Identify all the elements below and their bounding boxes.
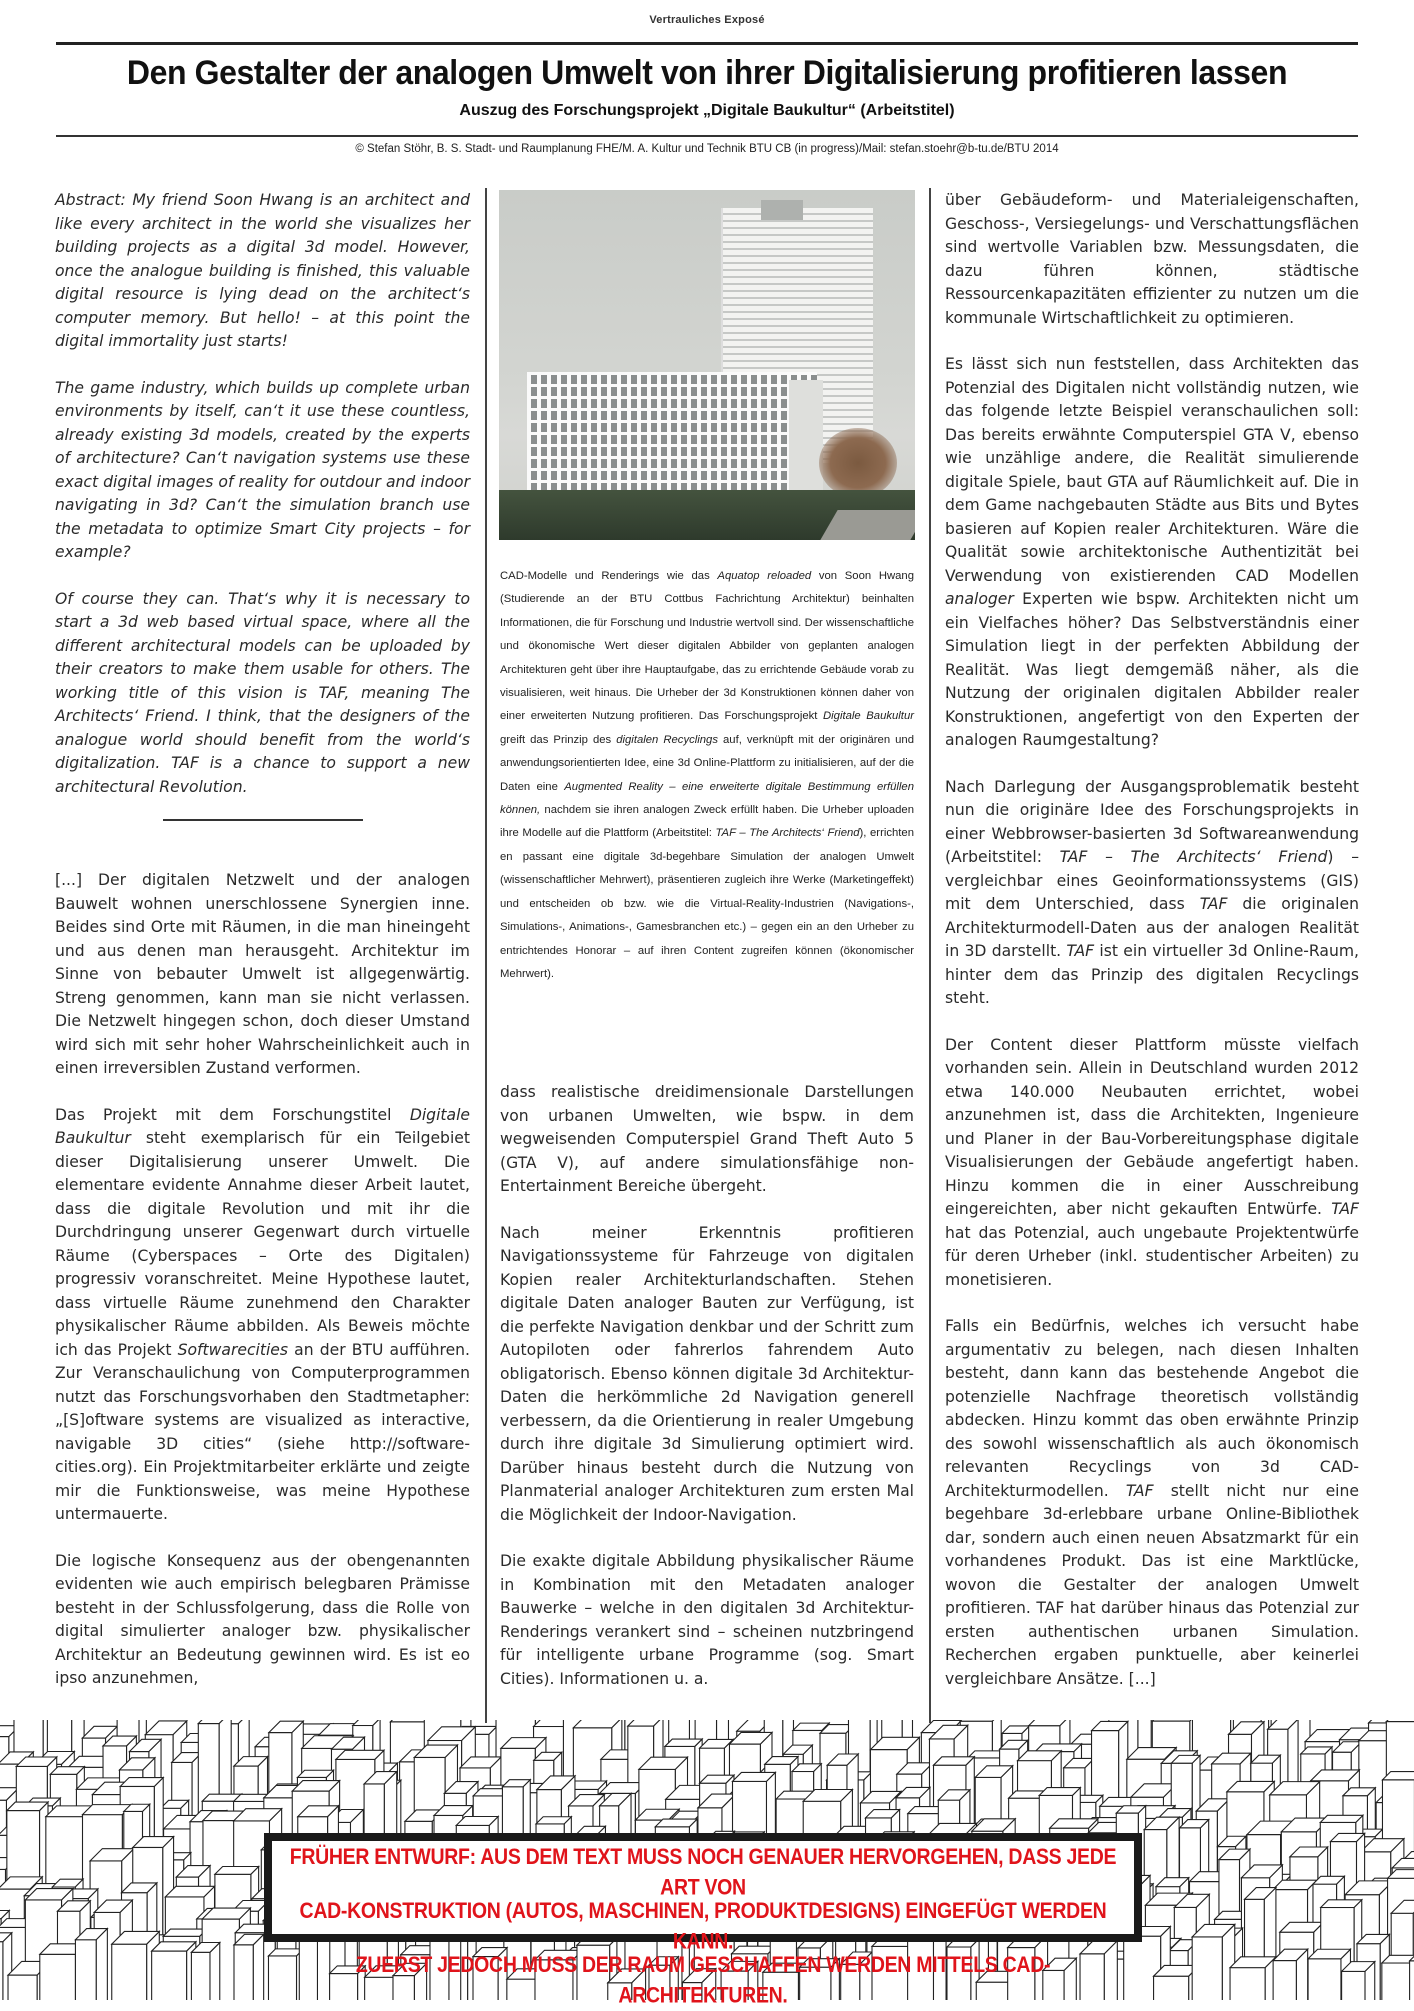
header-rule-top [56,42,1358,45]
tower-crown-shape [761,200,803,220]
body-paragraph: über Gebäudeform- und Materialeigenschaften, Geschoss-, Versiegelungs- und Verschattungsflächen sind wertvolle Variablen bzw. Messungsdaten, die dazu führen können, städtische Ressourcenkapazitäten effizienter zu nutzen um die kommunale Wirtschaftlichkeit zu optimieren. [945,191,1359,327]
text-run: greift das Prinzip des [500,733,617,746]
draft-notice-line-3: ZUERST JEDOCH MUSS DER RAUM GESCHAFFEN WERDEN MITTELS CAD-ARCHITEKTUREN. [355,1953,1051,2008]
column-1 [55,189,470,1714]
column-3 [945,189,1359,1714]
column-2 [500,1081,914,1714]
body-paragraph: Die logische Konsequenz aus der obengenannten evidenten wie auch empirisch belegbaren Prämisse besteht in der Schlussfolgerung, dass die Rolle von digital simulierter analoger bzw. physikalischer Architektur an Bedeutung gewinnen wird. Es ist eo ipso anzunehmen, [55,1551,470,1687]
body-paragraph [945,1034,1359,1293]
draft-notice-line-1: FRÜHER ENTWURF: AUS DEM TEXT MUSS NOCH GENAUER HERVORGEHEN, DASS JEDE ART VON [289,1845,1117,1900]
page-title: Den Gestalter der analogen Umwelt von ihrer Digitalisierung profitieren lassen [126,52,1288,92]
text-run: Nach Darlegung der Ausgangsproblematik besteht nun die originäre Idee des Forschungsprojekts in einer Webbrowser-basierten 3d Softwareanwendung (Arbeitstitel: [945,777,1359,866]
slab-building-shape [527,372,817,492]
text-run: Falls ein Bedürfnis, welches ich versucht habe argumentativ zu belegen, nach diesen Inhalten besteht, dann kann das bestehende Angebot die potenzielle Nachfrage theoretisch vollständig abdecken. Hinzu kommt das oben erwähnte Prinzip des sowohl wissenschaftlich als auch ökonomisch relevanten Recyclings von 3d CAD-Architekturmodellen. [945,1317,1359,1500]
body-paragraph [55,1104,470,1527]
document-kicker: Vertrauliches Exposé [649,14,765,26]
abstract-paragraph-2: The game industry, which builds up complete urban environments by itself, can‘t it use these countless, already existing 3d models, created by the experts of architecture? Can‘t navigation systems use these exact digital images of reality for outdour and indoor navigating in 3d? Can‘t the simulation branch use the metadata to optimize Smart City projects – for example? [55,378,470,561]
emphasis-text: TAF [1199,895,1228,913]
text-run: ist ein virtueller 3d Online-Raum, hinter dem das Prinzip des digitalen Recyclings steht. [945,942,1359,1007]
text-run: Das Projekt mit dem Forschungstitel [55,1105,410,1124]
slab-side-shape [789,380,823,490]
body-paragraph [945,776,1359,1011]
figure-caption [500,565,914,986]
emphasis-text: TAF – The Architects‘ Friend [715,827,860,840]
text-run: Der Content dieser Plattform müsste vielfach vorhanden sein. Allein in Deutschland wurden 2012 etwa 140.000 Neubauten errichtet, wobei anzunehmen ist, dass die Architekten, Ingenieure und Planer in der Bau-Vorbereitungsphase digitale Visualisierungen der Gebäude angefertigt haben. Hinzu kommen die in einer Ausschreibung eingereichten, aber nicht gekauften Entwürfe. [945,1035,1359,1218]
text-run: stellt nicht nur eine begehbare 3d-erlebbare urbane Online-Bibliothek dar, sondern auch einen neuen Absatzmarkt für ein vorhandenes Produkt. Das ist eine Marktlücke, wovon die Gestalter der analogen Umwelt profitieren. TAF hat darüber hinaus das Potenzial zur ersten authentischen urbanen Simulation. Recherchen ergaben punktuelle, aber keinerlei vergleichbare Ansätze. [...] [945,1481,1359,1688]
emphasis-text: TAF [1125,1481,1154,1500]
abstract-separator [163,819,363,821]
body-paragraph: dass realistische dreidimensionale Darstellungen von urbanen Umwelten, wie bspw. in dem wegweisenden Computerspiel Grand Theft Auto 5 (GTA V), auf andere simulationsfähige non-Entertainment Bereiche übergeht. [500,1083,914,1195]
building-rendering-image [499,190,915,540]
emphasis-text: digitalen Recyclings [616,733,718,746]
emphasis-text: TAF [1066,942,1095,960]
text-run: steht exemplarisch für ein Teilgebiet dieser Digitalisierung unserer Umwelt. Die elementare evidente Annahme dieser Arbeit lautet, dass die digitale Revolution und mit ihr die Durchdringung unserer Gegenwart durch virtuelle Räume (Cyberspaces – Orte des Digitalen) progressiv voranschreitet. Meine Hypothese lautet, dass virtuelle Räume zunehmend den Charakter physikalischer Räume abbilden. Als Beweis möchte ich das Projekt [55,1129,470,1359]
emphasis-text: Softwarecities [177,1340,289,1359]
text-run: hat das Potenzial, auch ungebaute Projektentwürfe für deren Urheber (inkl. studentischer Arbeiten) zu monetisieren. [945,1223,1359,1289]
header-rule-bottom [56,135,1358,137]
column-divider-1 [485,188,487,1723]
author-byline: © Stefan Stöhr, B. S. Stadt- und Raumplanung FHE/M. A. Kultur und Technik BTU CB (in progress)/Mail: stefan.stoehr@b-tu.de/BTU 2014 [355,143,1059,155]
text-run: an der BTU aufführen. Zur Veranschaulichung von Computerprogrammen nutzt das Forschungsvorhaben den Stadtmetapher: „[S]oftware systems are visualized as interactive, navigable 3D cities“ (siehe http://software-cities.org). Ein Projektmitarbeiter erklärte und zeigte mir die Funktionsweise, was meine Hypothese untermauerte. [55,1340,471,1523]
path-shape [820,510,915,540]
emphasis-text: Digitale Baukultur [55,1105,470,1147]
text-run: ) – vergleichbar eines Geoinformationssystems (GIS) mit dem Unterschied, dass [945,848,1359,913]
text-run: auf, verknüpft mit der originären und anwendungsorientierten Idee, eine 3d Online-Plattform zu initialisieren, auf der die Daten eine [500,733,914,793]
emphasis-text: TAF – The Architects‘ Friend [1059,848,1328,866]
emphasis-text: Aquatop reloaded [717,570,812,582]
body-paragraph [945,353,1359,753]
emphasis-text: analoger [945,590,1014,608]
draft-notice-box [264,1833,1142,2008]
text-run: nachdem sie ihren analogen Zweck erfüllt haben. Die Urheber uploaden ihre Modelle auf die Plattform (Arbeitstitel: [500,804,914,840]
body-paragraph: Nach meiner Erkenntnis profitieren Navigationssysteme für Fahrzeuge von digitalen Kopien realer Architekturlandschaften. Stehen digitale Daten analoger Bauten zur Verfügung, ist die perfekte Navigation denkbar und der Schritt zum Autopiloten oder fahrerlos fahrendem Auto obligatorisch. Ebenso können digitale 3d Architektur-Daten die herkömmliche 2d Navigation generell verbessern, da die Orientierung in realer Umgebung durch ihre digitale 3d Simulierung optimiert wird. Darüber hinaus besteht durch die Nutzung von Planmaterial analoger Architekturen zum ersten Mal die Möglichkeit der Indoor-Navigation. [500,1223,914,1524]
text-run: die originalen Architekturmodell-Daten aus der analogen Realität in 3D darstellt. [945,895,1359,960]
body-paragraph: Die exakte digitale Abbildung physikalischer Räume in Kombination mit den Metadaten analoger Bauwerke – welche in den digitalen 3d Architektur-Renderings verankert sind – scheinen nutzbringend für intelligente urbane Programme (sog. Smart Cities). Informationen u. a. [500,1552,914,1688]
page-subtitle: Auszug des Forschungsprojekt „Digitale Baukultur“ (Arbeitstitel) [459,102,955,119]
body-paragraph [945,1315,1359,1691]
text-run: CAD-Modelle und Renderings wie das [500,570,718,582]
emphasis-text: Augmented Reality – eine erweiterte digitale Bestimmung erfüllen können, [500,780,914,817]
draft-notice-line-2: CAD-KONSTRUKTION (AUTOS, MASCHINEN, PRODUKTDESIGNS) EINGEFÜGT WERDEN KANN. [299,1899,1107,1954]
abstract-paragraph-1: Abstract: My friend Soon Hwang is an architect and like every architect in the world she visualizes her building projects as a digital 3d model. However, once the analogue building is finished, this valuable digital resource is lying dead on the architect‘s computer memory. But hello! – at this point the digital immortality just starts! [55,191,470,350]
body-paragraph: [...] Der digitalen Netzwelt und der analogen Bauwelt wohnen unerschlossene Synergien inne. Beides sind Orte mit Räumen, in die man hineingeht und aus denen man herausgeht. Architektur im Sinne von bebauter Umwelt ist allgegenwärtig. Streng genommen, kann man sie nicht verlassen. Die Netzwelt hingegen schon, doch dieser Umstand wird sich mit sehr hoher Wahrscheinlichkeit auch in einen irreversiblen Zustand verformen. [55,871,470,1077]
text-run: von Soon Hwang (Studierende an der BTU Cottbus Fachrichtung Architektur) beinhalten Informationen, die für Forschung und Industrie wertvoll sind. Der wissenschaftliche und ökonomische Wert dieser digitalen Abbilder von geplanten analogen Architekturen geht über ihre Hauptaufgabe, das zu errichtende Gebäude vorab zu visualisieren, weit hinaus. Die Urheber der 3d Konstruktionen können daher von einer erweiterten Nutzung profitieren. Das Forschungsprojekt [500,570,915,723]
tree-shape [819,428,897,498]
text-run: ), errichten en passant eine digitale 3d-begehbare Simulation der analogen Umwelt (wissenschaftlicher Mehrwert), präsentieren zugleich ihre Werke (Marketingeffekt) und entscheiden ob bzw. wie die Virtual-Reality-Industrien (Navigations-, Simulations-, Animations-, Gamesbranchen etc.) – gegen ein an den Urheber zu entrichtendes Honorar – auf ihren Content zugreifen können (ökonomischer Mehrwert). [500,827,914,980]
emphasis-text: Digitale Baukultur [823,710,914,723]
text-run: Es lässt sich nun feststellen, dass Architekten das Potenzial des Digitalen nicht vollständig nutzen, wie das folgende letzte Beispiel veranschaulichen soll: Das bereits erwähnte Computerspiel GTA V, ebenso wie unzählige andere, die Realität simulierende digitale Spiele, baut GTA auf Räumlichkeit auf. Die in dem Game nachgebauten Städte aus Bits und Bytes basieren auf Kopien realer Architekturen. Wäre die Qualität sowie architektonische Authentizität bei Verwendung von existierenden CAD Modellen [945,355,1359,585]
emphasis-text: TAF [1331,1200,1359,1218]
abstract-paragraph-3: Of course they can. That‘s why it is necessary to start a 3d web based virtual space, where all the different architectural models can be uploaded by their creators to make them usable for others. The working title of this vision is TAF, meaning The Architects‘ Friend. I think, that the designers of the analogue world should benefit from the world‘s digitalization. TAF is a chance to support a new architectural Revolution. [55,589,470,796]
text-run: Experten wie bspw. Architekten nicht um ein Vielfaches höher? Das Selbstverständnis einer Simulation liegt in der perfekten Abbildung der Realität. Was liegt demgemäß näher, als die Nutzung der originalen digitalen Abbilder realer Konstruktionen, angefertigt von den Experten der analogen Raumgestaltung? [945,590,1359,749]
column-divider-2 [929,188,931,1723]
